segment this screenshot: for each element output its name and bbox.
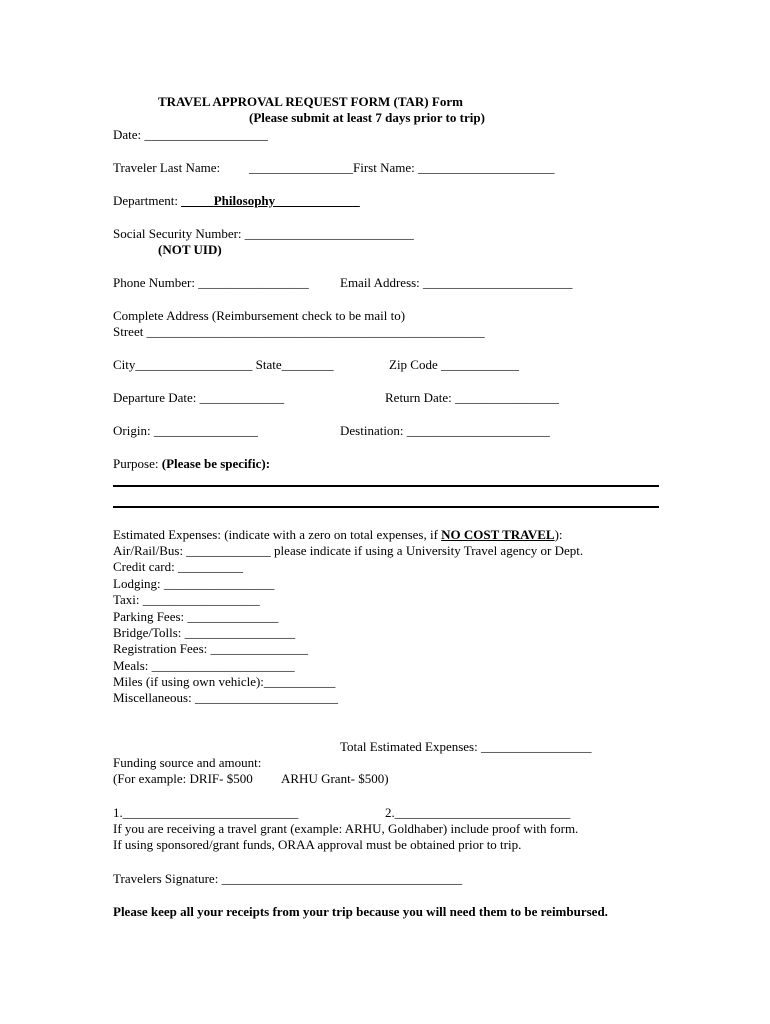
expense-miscellaneous[interactable]: Miscellaneous: ______________________ [113,690,338,705]
return-label: Return Date: [385,390,452,405]
expense-registration[interactable]: Registration Fees: _______________ [113,641,308,656]
email-label: Email Address: [340,275,420,290]
receipts-note: Please keep all your receipts from your trip because you will need them to be reimbursed. [113,904,608,919]
date-field[interactable]: ___________________ [144,127,268,142]
expense-parking[interactable]: Parking Fees: ______________ [113,609,279,624]
origin-row [113,423,258,439]
first-name-label: First Name: [353,160,415,175]
return-field[interactable]: ________________ [455,390,560,405]
total-field[interactable]: _________________ [480,739,592,754]
funding-label: Funding source and amount: [113,755,262,770]
form-title: TRAVEL APPROVAL REQUEST FORM (TAR) Form [158,94,463,109]
signature-row [113,871,462,887]
street-field[interactable]: ____________________________________________________ [146,324,485,339]
purpose-row [113,456,270,472]
ssn-label: Social Security Number: [113,226,242,241]
purpose-label: Purpose: [113,456,159,471]
ssn-field[interactable]: __________________________ [244,226,414,241]
expense-credit-card[interactable]: Credit card: __________ [113,559,243,574]
origin-field[interactable]: ________________ [153,423,258,438]
departure-field[interactable]: _____________ [199,390,285,405]
city-label: City [113,357,136,372]
state-label: State [255,357,282,372]
phone-row [113,275,309,291]
purpose-note: (Please be specific): [161,456,271,471]
zip-field[interactable]: ____________ [441,357,519,372]
no-cost-travel: NO COST TRAVEL [441,527,555,542]
expenses-intro-text: Estimated Expenses: (indicate with a zero on total expenses, if [113,527,442,542]
total-label: Total Estimated Expenses: [340,739,478,754]
ssn-row [113,226,414,242]
purpose-line-1[interactable] [113,485,659,487]
expense-air-rail-bus[interactable]: Air/Rail/Bus: _____________ please indicate if using a University Travel agency or Dept. [113,543,584,558]
first-name-field[interactable]: _____________________ [418,160,555,175]
city-field[interactable]: __________________ [135,357,253,372]
origin-label: Origin: [113,423,151,438]
last-name-field[interactable]: ________________ [249,160,353,175]
destination-field[interactable]: ______________________ [406,423,550,438]
oraa-note: If using sponsored/grant funds, ORAA approval must be obtained prior to trip. [113,837,522,852]
ssn-note: (NOT UID) [158,242,222,257]
expense-taxi[interactable]: Taxi: __________________ [113,592,260,607]
return-row [385,390,559,406]
date-label: Date: [113,127,142,142]
destination-row [340,423,550,439]
total-row [340,739,591,755]
phone-field[interactable]: _________________ [198,275,309,290]
expense-lodging[interactable]: Lodging: _________________ [113,576,275,591]
expense-miles[interactable]: Miles (if using own vehicle):___________ [113,674,336,689]
street-row [113,324,485,340]
funding-source-2[interactable]: 2.___________________________ [385,805,571,820]
departure-row [113,390,284,406]
traveler-last-name-label: Traveler Last Name: [113,160,221,175]
purpose-line-2[interactable] [113,506,659,508]
name-row [249,160,555,176]
expenses-intro [113,527,563,543]
funding-example-2: ARHU Grant- $500) [281,771,389,786]
destination-label: Destination: [340,423,404,438]
address-heading: Complete Address (Reimbursement check to be mail to) [113,308,406,323]
zip-label: Zip Code [389,357,438,372]
funding-source-1[interactable]: 1.___________________________ [113,805,299,820]
expenses-intro-end: ): [554,527,563,542]
date-row [113,127,268,143]
department-label: Department: [113,193,178,208]
city-state-row [113,357,334,373]
grant-note: If you are receiving a travel grant (example: ARHU, Goldhaber) include proof with form. [113,821,579,836]
signature-field[interactable]: _____________________________________ [221,871,463,886]
department-row [113,193,360,209]
department-field[interactable]: _____Philosophy_____________ [181,193,360,208]
email-row [340,275,573,291]
state-field[interactable]: ________ [281,357,334,372]
funding-example-1: (For example: DRIF- $500 [113,771,253,786]
email-field[interactable]: _______________________ [423,275,573,290]
phone-label: Phone Number: [113,275,195,290]
form-subtitle: (Please submit at least 7 days prior to trip) [249,110,485,125]
zip-row [389,357,519,373]
signature-label: Travelers Signature: [113,871,219,886]
expense-meals[interactable]: Meals: ______________________ [113,658,295,673]
departure-label: Departure Date: [113,390,197,405]
expense-bridge-tolls[interactable]: Bridge/Tolls: _________________ [113,625,296,640]
street-label: Street [113,324,144,339]
